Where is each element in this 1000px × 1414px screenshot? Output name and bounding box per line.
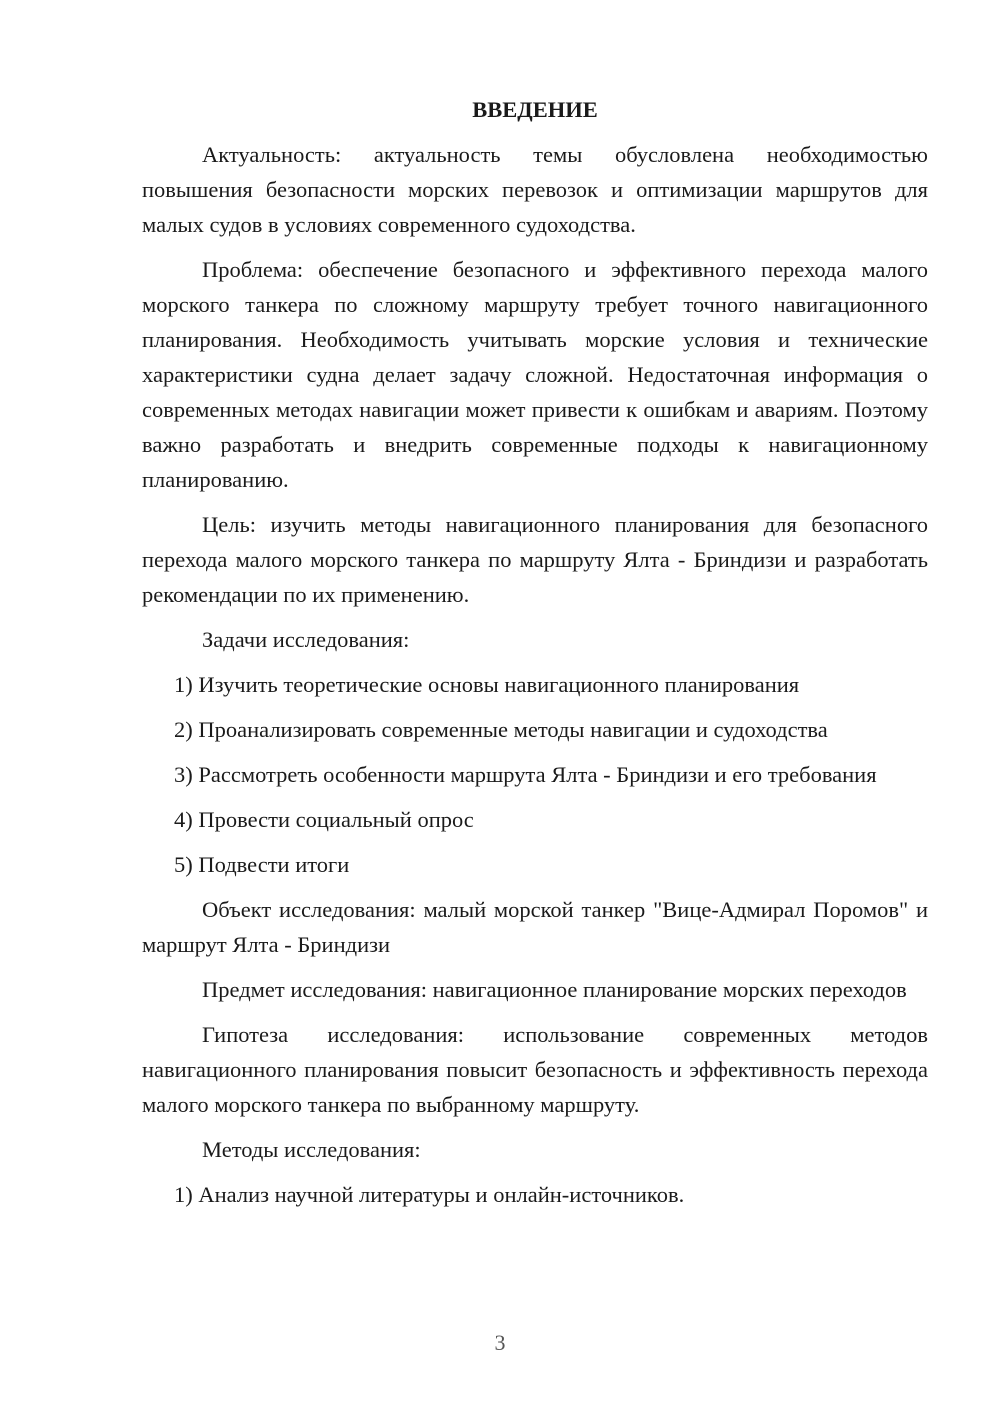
task-item: 5) Подвести итоги (174, 852, 350, 877)
paragraph-subject: Предмет исследования: навигационное планирование морских переходов (202, 977, 907, 1002)
paragraph-problem: Проблема: обеспечение безопасного и эффективного перехода малого морского танкера по сложному маршруту требует точного навигационного планирования. Необходимость учитывать морские условия и технические характеристики судна делает задачу сложной. Недостаточная информация о современных методах навигации может привести к ошибкам и авариям. Поэтому важно разработать и внедрить современные подходы к навигационному планированию. (142, 257, 928, 492)
task-item: 4) Провести социальный опрос (174, 807, 474, 832)
page-number: 3 (494, 1330, 506, 1355)
paragraph-goal: Цель: изучить методы навигационного планирования для безопасного перехода малого морского танкера по маршруту Ялта - Бриндизи и разработать рекомендации по их применению. (142, 512, 928, 607)
task-item: 1) Изучить теоретические основы навигационного планирования (174, 672, 800, 697)
tasks-heading: Задачи исследования: (202, 627, 410, 652)
paragraph-hypothesis: Гипотеза исследования: использование современных методов навигационного планирования повысит безопасность и эффективность перехода малого морского танкера по выбранному маршруту. (142, 1022, 928, 1117)
page-content (142, 92, 928, 1222)
method-item: 1) Анализ научной литературы и онлайн-источников. (174, 1182, 685, 1207)
paragraph-relevance: Актуальность: актуальность темы обусловлена необходимостью повышения безопасности морских перевозок и оптимизации маршрутов для малых судов в условиях современного судоходства. (142, 142, 928, 237)
task-item: 2) Проанализировать современные методы навигации и судоходства (174, 717, 828, 742)
task-item: 3) Рассмотреть особенности маршрута Ялта - Бриндизи и его требования (174, 762, 877, 787)
methods-heading: Методы исследования: (202, 1137, 421, 1162)
section-title: ВВЕДЕНИЕ (472, 97, 598, 122)
paragraph-object: Объект исследования: малый морской танкер "Вице-Адмирал Поромов" и маршрут Ялта - Бриндизи (142, 897, 928, 957)
